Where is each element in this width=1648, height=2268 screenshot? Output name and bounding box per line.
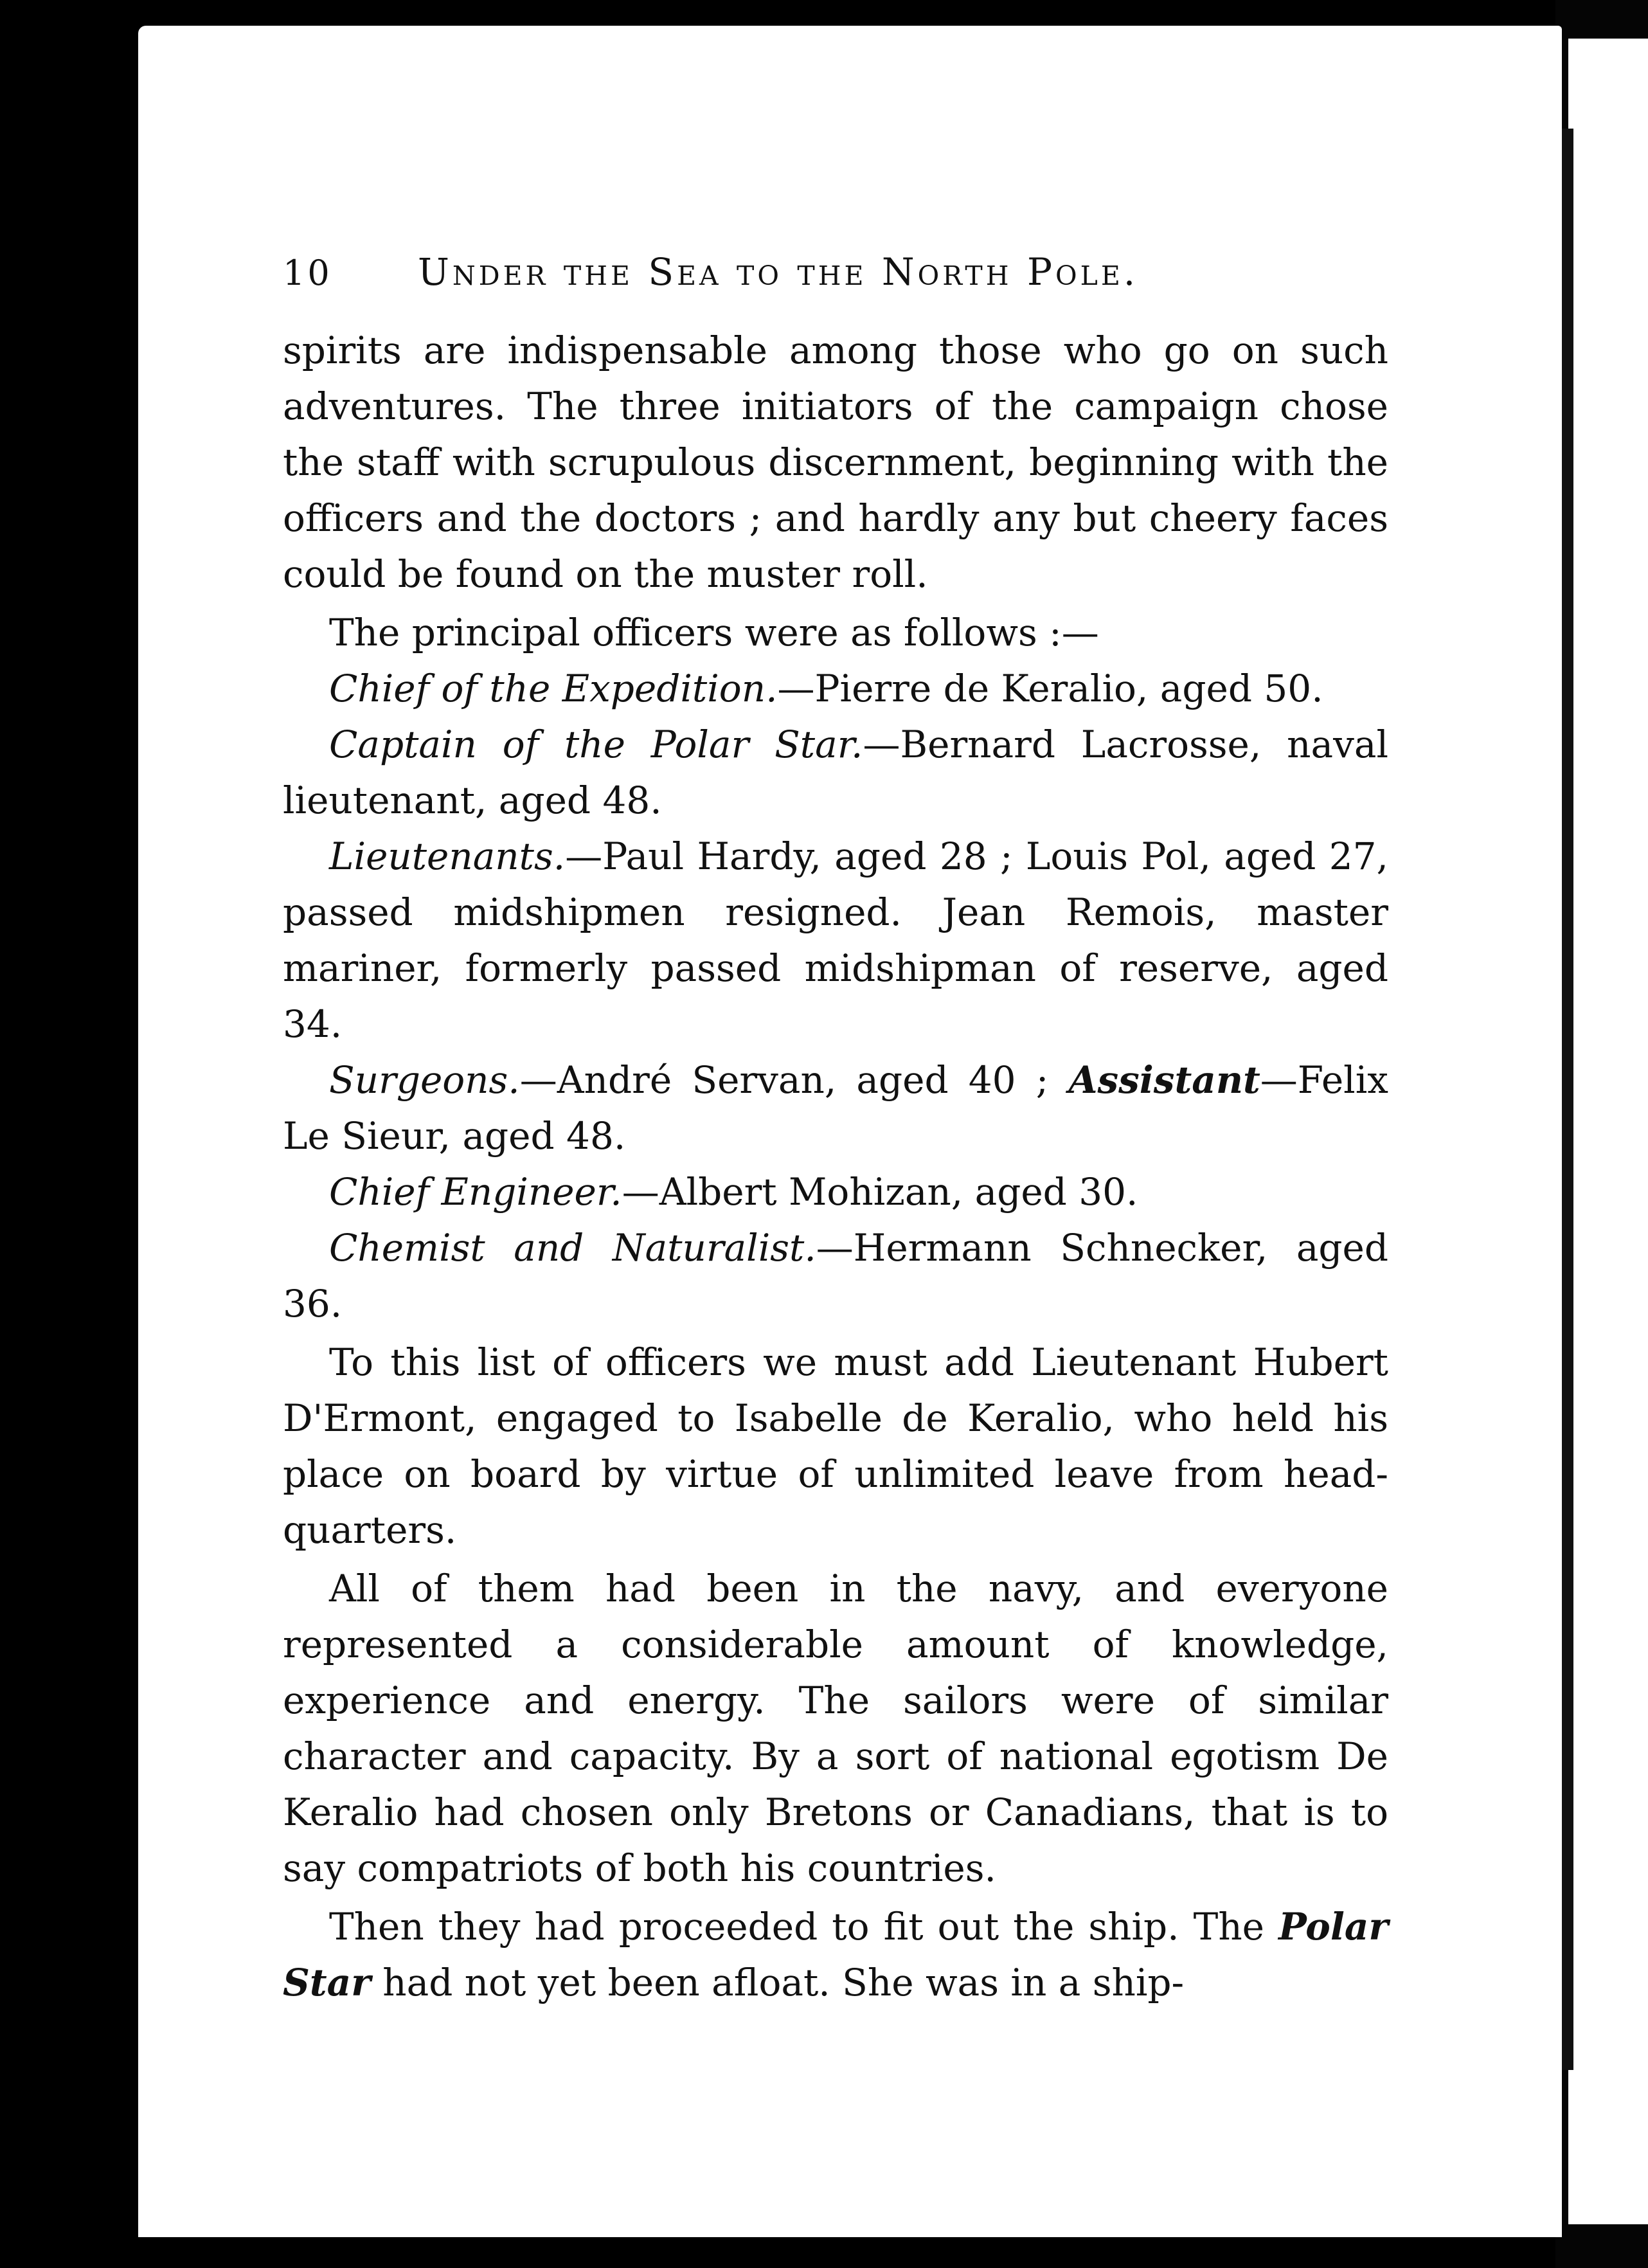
officer-role-assistant: Assistant (1068, 1058, 1260, 1102)
officer-role-chemist: Chemist and Naturalist. (329, 1226, 816, 1270)
book-title: Under the Sea to the North Pole. (418, 250, 1139, 294)
page-edge-line (1561, 129, 1573, 2070)
officer-entry-surgeons (283, 1052, 1388, 1164)
page-text-block (283, 244, 1388, 2011)
page-number: 10 (283, 253, 332, 293)
adjacent-page-edge (1568, 39, 1648, 2224)
officer-detail-chemist: —Hermann Schnecker, aged 36. (283, 1226, 1388, 1326)
officer-entry-chief (283, 661, 1388, 717)
officer-detail-chief: —Pierre de Keralio, aged 50. (777, 667, 1323, 710)
running-head (283, 244, 1388, 315)
paragraph-navy: All of them had been in the navy, and everyone represented a considerable amount of knowledge, experience and energy. The sailors were of similar character and capacity. By a sort of national egotism De Keralio had chosen only Bretons or Canadians, that is to say compatriots of both his countries. (283, 1567, 1388, 1890)
ship-name: Polar Star (283, 1905, 1388, 2004)
officer-role-surgeons: Surgeons. (329, 1058, 520, 1102)
officer-entry-engineer (283, 1164, 1388, 1220)
paragraph-dermont: To this list of officers we must add Lieutenant Hubert D'Ermont, engaged to Isabelle de Keralio, who held his place on board by virtue of unlimited leave from head-quarters. (283, 1340, 1388, 1552)
officer-detail-engineer: —Albert Mohizan, aged 30. (622, 1170, 1138, 1214)
officer-entry-chemist (283, 1220, 1388, 1332)
officer-detail-surgeons: —André Servan, aged 40 ; (519, 1058, 1069, 1102)
fit-out-text-start: Then they had proceeded to fit out the ship. The (329, 1905, 1279, 1949)
officer-entry-lieutenants (283, 829, 1388, 1052)
paragraph-spirits: spirits are indispensable among those who go on such adventures. The three initiators of the campaign chose the staff with scrupulous discernment, beginning with the officers and the doctors ; and hardly any but cheery faces could be found on the muster roll. (283, 328, 1388, 596)
officer-role-captain: Captain of the Polar Star. (329, 723, 863, 766)
fit-out-text-end: had not yet been afloat. She was in a ship- (370, 1961, 1185, 2004)
officer-detail-lieutenants: —Paul Hardy, aged 28 ; Louis Pol, aged 27, passed midshipmen resigned. Jean Remois, master mariner, formerly passed midshipman of reserve, aged 34. (283, 834, 1388, 1046)
officer-entry-captain (283, 717, 1388, 829)
officer-detail-captain: —Bernard Lacrosse, naval lieutenant, aged 48. (283, 723, 1388, 822)
paragraph-principal-officers: The principal officers were as follows :— (329, 611, 1099, 654)
officer-role-lieutenants: Lieutenants. (329, 834, 566, 878)
officer-role-chief: Chief of the Expedition. (329, 667, 778, 710)
officer-role-engineer: Chief Engineer. (329, 1170, 622, 1214)
paragraph-fit-out (283, 1899, 1388, 2011)
officer-detail-assistant: —Felix Le Sieur, aged 48. (283, 1058, 1388, 1158)
